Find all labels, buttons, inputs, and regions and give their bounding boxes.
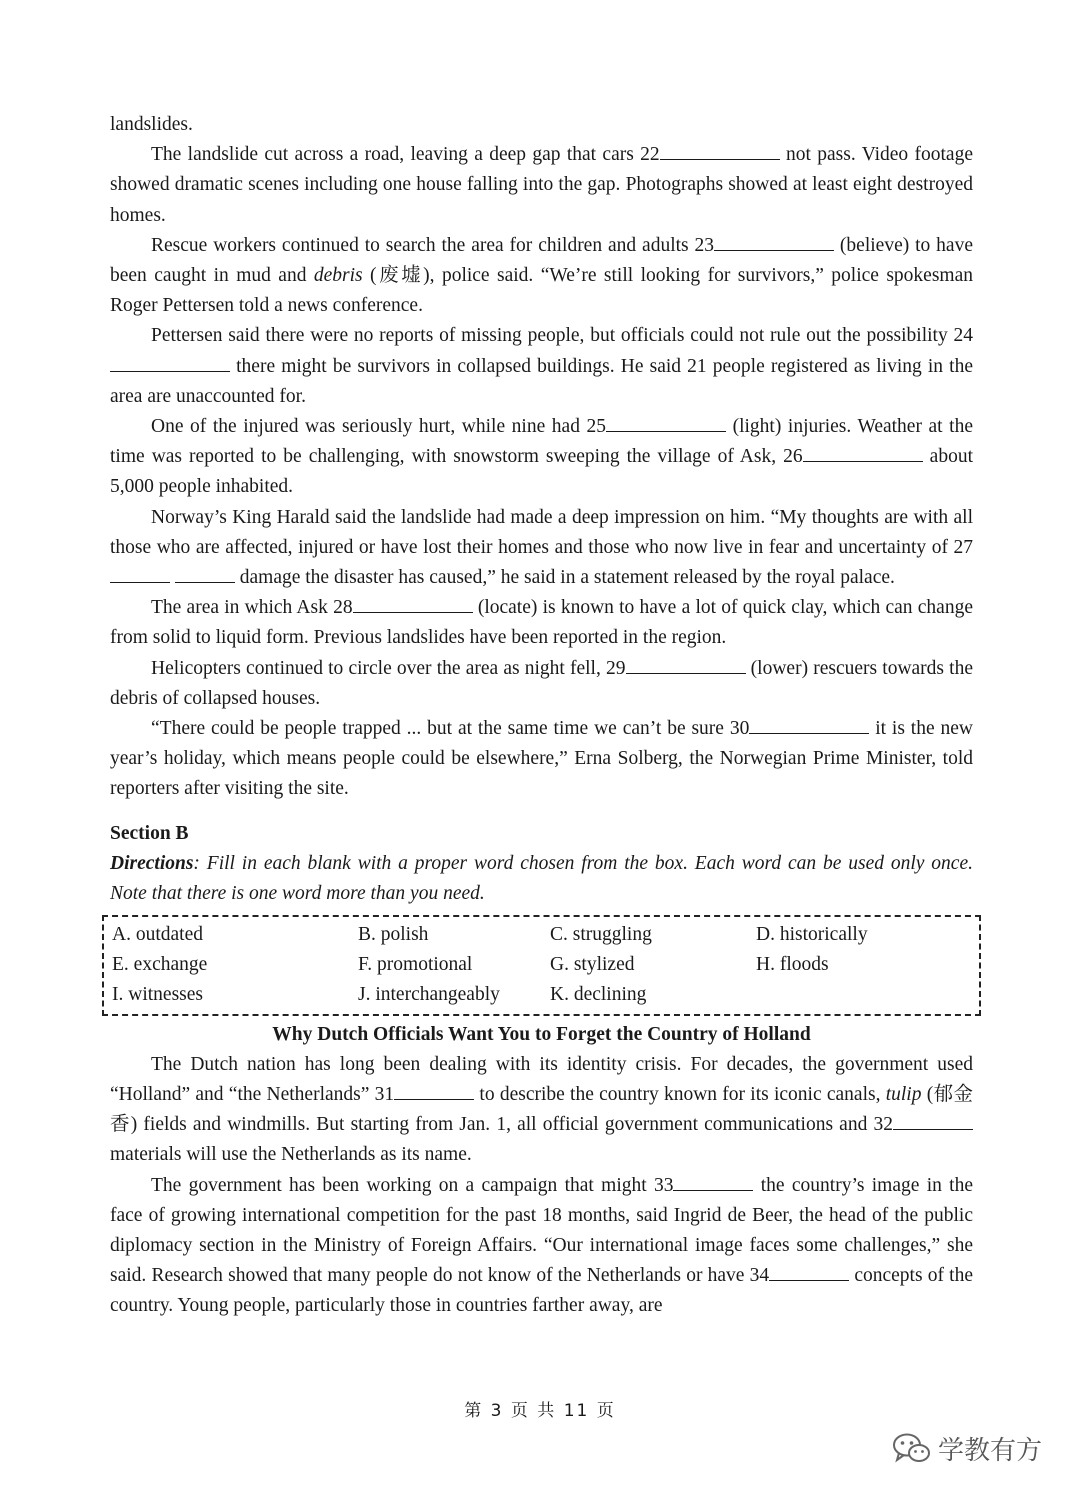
word-option: C. struggling [550, 924, 652, 946]
directions-text: : Fill in each blank with a proper word chosen from the box. Each word can be used only once. Note that there is one word more than you need. [110, 852, 973, 904]
paragraph [110, 1050, 973, 1171]
passage-title: Why Dutch Officials Want You to Forget the Country of Holland [272, 1023, 811, 1045]
text: The area in which Ask 28 [151, 597, 353, 619]
blank-26[interactable] [803, 443, 923, 462]
text: Pettersen said there were no reports of missing people, but officials could not rule out the possibility 24 [151, 325, 973, 347]
word-option: A. outdated [112, 924, 203, 946]
paragraph [110, 1171, 973, 1322]
italic-term: debris [313, 265, 363, 287]
section-title: Section B [110, 822, 189, 844]
exam-page [110, 110, 973, 1322]
word-option: H. floods [756, 954, 829, 976]
blank-34[interactable] [769, 1262, 849, 1281]
blank-23[interactable] [714, 232, 834, 251]
text: to describe the country known for its iconic canals, [474, 1083, 886, 1105]
word-option: F. promotional [358, 954, 473, 976]
word-option: K. declining [550, 984, 647, 1006]
word-option: E. exchange [112, 954, 208, 976]
paragraph [110, 654, 973, 714]
blank-32[interactable] [893, 1111, 973, 1130]
text: The government has been working on a campaign that might 33 [151, 1174, 674, 1196]
paragraph [110, 593, 973, 653]
watermark-text: 学教有方 [938, 1436, 1043, 1466]
blank-27a[interactable] [110, 564, 170, 583]
paragraph [110, 412, 973, 503]
directions-label: Directions [110, 852, 194, 874]
text: it is the new year’s holiday, which means people could be elsewhere,” Erna Solberg, the Norwegian Prime Minister, told reporters after visiting the site. [110, 718, 973, 800]
blank-22[interactable] [660, 141, 780, 160]
text: The Dutch nation has long been dealing with its identity crisis. For decades, the government used “Holland” and “the Netherlands” 31 [110, 1053, 973, 1105]
word-option: B. polish [358, 924, 429, 946]
blank-29[interactable] [626, 655, 746, 674]
text: about 5,000 people inhabited. [110, 446, 974, 498]
word-option: J. interchangeably [358, 984, 500, 1006]
text: The landslide cut across a road, leaving a deep gap that cars 22 [151, 144, 660, 166]
text: Norway’s King Harald said the landslide had made a deep impression on him. “My thoughts are with all those who are affected, injured or have lost their homes and those who now live in fear and uncertainty of 27 [110, 506, 973, 558]
paragraph [110, 140, 973, 231]
text: Rescue workers continued to search the area for children and adults 23 [151, 234, 715, 256]
word-option [756, 980, 956, 1010]
text: (locate) is known to have a lot of quick clay, which can change from solid to liquid form. Previous landslides have been reported in the region. [110, 597, 973, 649]
text: (lower) rescuers towards the debris of collapsed houses. [110, 657, 974, 709]
wechat-icon [892, 1432, 932, 1466]
italic-term: tulip [885, 1083, 922, 1105]
word-option: G. stylized [550, 954, 635, 976]
word-option: I. witnesses [112, 984, 203, 1006]
text: (郁金香) fields and windmills. But starting from Jan. 1, all official government communications and 32 [110, 1083, 973, 1136]
blank-33[interactable] [673, 1172, 753, 1191]
blank-28[interactable] [353, 594, 473, 613]
text: not pass. Video footage showed dramatic scenes including one house falling into the gap. Photographs showed at least eight destroyed homes. [110, 144, 973, 226]
text: damage the disaster has caused,” he said in a statement released by the royal palace. [234, 567, 895, 589]
text: concepts of the country. Young people, particularly those in countries farther away, are [110, 1265, 973, 1317]
text: One of the injured was seriously hurt, while nine had 25 [151, 416, 607, 438]
blank-27b[interactable] [175, 564, 235, 583]
blank-31[interactable] [394, 1081, 474, 1100]
watermark [892, 1430, 1042, 1467]
text: landslides. [110, 114, 193, 135]
blank-30[interactable] [749, 715, 869, 734]
text: (废墟), police said. “We’re still looking for survivors,” police spokesman Roger Pettersen told a news conference. [110, 265, 974, 317]
word-option: D. historically [756, 924, 868, 946]
directions [110, 849, 973, 909]
paragraph [110, 503, 973, 594]
blank-24[interactable] [110, 353, 230, 372]
text: the country’s image in the face of growing international competition for the past 18 months, said Ingrid de Beer, the head of the public diplomacy section in the Ministry of Foreign Affairs. “Our international image faces some challenges,” she said. Research showed that many people do not know of the Netherlands or have 34 [110, 1174, 973, 1287]
word-box [102, 915, 981, 1016]
text: (believe) to have been caught in mud and [110, 234, 973, 287]
paragraph [110, 110, 973, 140]
paragraph [110, 714, 973, 805]
text: “There could be people trapped ... but at the same time we can’t be sure 30 [151, 718, 750, 740]
paragraph [110, 321, 973, 412]
paragraph [110, 231, 973, 322]
text: there might be survivors in collapsed buildings. He said 21 people registered as living in the area are unaccounted for. [110, 355, 973, 407]
text: materials will use the Netherlands as its name. [110, 1144, 472, 1166]
page-number: 第 3 页 共 11 页 [464, 1401, 616, 1421]
text: (light) injuries. Weather at the time was reported to be challenging, with snowstorm sweeping the village of Ask, 26 [110, 416, 973, 468]
blank-25[interactable] [606, 413, 726, 432]
text: Helicopters continued to circle over the area as night fell, 29 [151, 657, 626, 679]
